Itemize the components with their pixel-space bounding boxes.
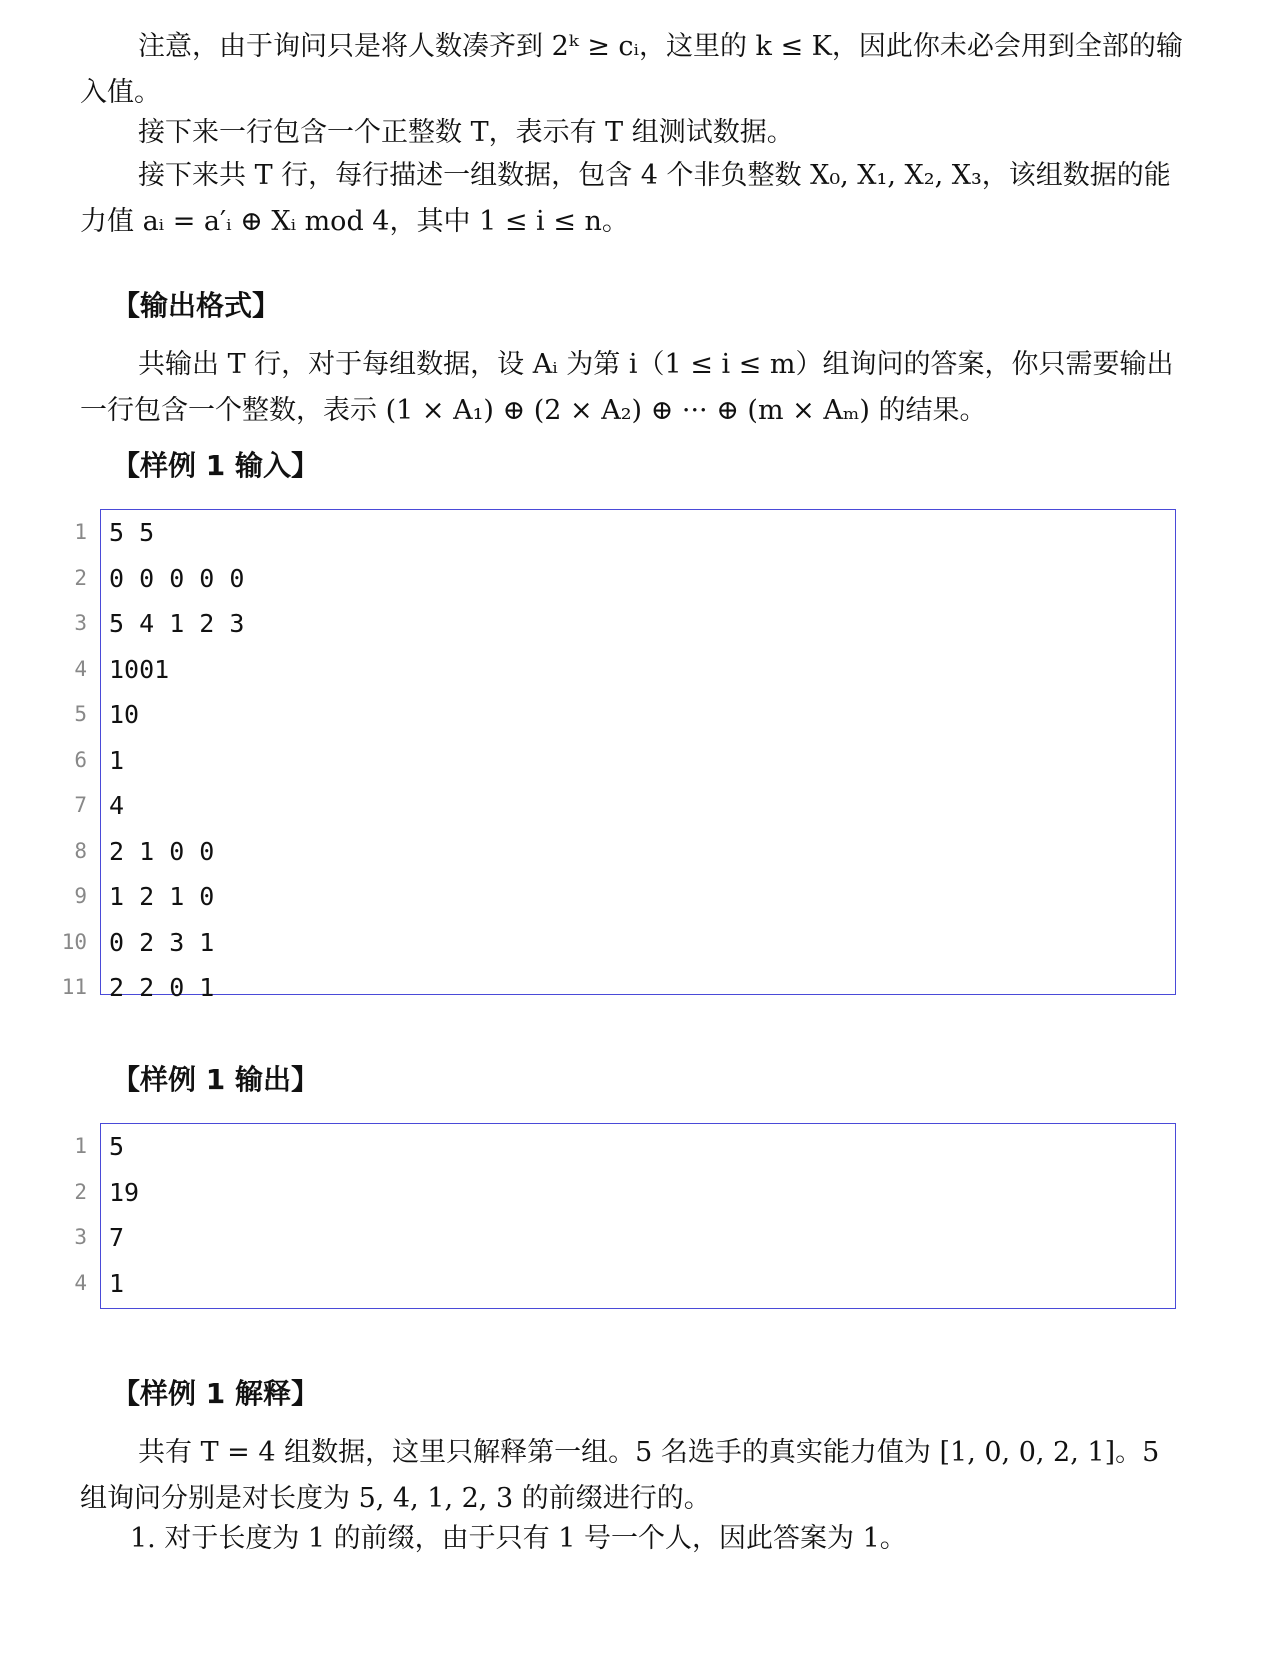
code-text: 19 (109, 1177, 140, 1207)
sample-explain-paragraph: 共有 T = 4 组数据，这里只解释第一组。5 名选手的真实能力值为 [1, 0, 0, 2, 1]。5 组询问分别是对长度为 5, 4, 1, 2, 3 的前缀进行的。 (80, 1437, 1160, 1514)
line-number: 3 (74, 611, 87, 635)
line-number: 10 (61, 929, 87, 954)
line-number: 4 (74, 1270, 87, 1295)
line-number: 1 (74, 520, 87, 544)
sample-output-line (74, 1124, 1175, 1170)
sample-output-line (74, 1261, 1175, 1307)
sample-input-line (74, 556, 1175, 602)
sample-input-heading: 【样例 1 输入】 (112, 449, 319, 482)
sample-output-line (74, 1215, 1175, 1261)
line-number: 2 (74, 565, 87, 590)
sample-input-line (74, 874, 1175, 920)
code-text: 1 2 1 0 (109, 882, 215, 911)
code-text: 5 5 (109, 518, 155, 547)
sample-input-line (61, 965, 1175, 1011)
input-note-paragraph: 注意，由于询问只是将人数凑齐到 2ᵏ ≥ cᵢ，这里的 k ≤ K，因此你未必会用到全部的输入值。 (80, 31, 1183, 108)
explain-list-item: 1. 对于长度为 1 的前缀，由于只有 1 号一个人，因此答案为 1。 (130, 1523, 907, 1554)
code-text: 2 2 0 1 (109, 973, 215, 1002)
output-format-heading: 【输出格式】 (112, 289, 281, 322)
code-text: 1 (109, 1268, 125, 1298)
line-number: 3 (74, 1225, 87, 1249)
code-text: 4 (109, 791, 125, 820)
code-text: 0 2 3 1 (109, 927, 215, 957)
code-text: 10 (109, 700, 140, 729)
sample-input-line (74, 510, 1175, 556)
line-number: 5 (74, 702, 87, 726)
sample-output-code-block (74, 1123, 1176, 1309)
sample-explain-heading: 【样例 1 解释】 (112, 1377, 319, 1410)
line-number: 9 (74, 884, 87, 908)
line-number: 11 (61, 975, 87, 999)
code-text: 7 (109, 1223, 125, 1252)
output-format-paragraph: 共输出 T 行，对于每组数据，设 Aᵢ 为第 i（1 ≤ i ≤ m）组询问的答案，你只需要输出一行包含一个整数，表示 (1 × A₁) ⊕ (2 × A₂) ⊕ ··· ⊕ (m × Aₘ) 的结果。 (80, 349, 1174, 426)
sample-input-code-block (61, 509, 1176, 1002)
sample-output-heading: 【样例 1 输出】 (112, 1063, 319, 1096)
code-text: 0 0 0 0 0 (109, 563, 245, 593)
code-text: 1 (109, 745, 125, 775)
line-number: 2 (74, 1179, 87, 1204)
sample-input-line (74, 738, 1175, 784)
sample-input-line (74, 692, 1175, 738)
line-number: 4 (74, 656, 87, 681)
line-number: 8 (74, 838, 87, 863)
code-text: 1001 (109, 654, 170, 684)
test-data-paragraph: 接下来共 T 行，每行描述一组数据，包含 4 个非负整数 X₀, X₁, X₂, X₃，该组数据的能力值 aᵢ = a′ᵢ ⊕ Xᵢ mod 4，其中 1 ≤ i ≤ n。 (80, 160, 1171, 237)
line-number: 6 (74, 747, 87, 772)
sample-output-line (74, 1170, 1175, 1216)
sample-input-line (74, 783, 1175, 829)
code-text: 5 (109, 1132, 125, 1161)
code-text: 5 4 1 2 3 (109, 609, 245, 638)
test-count-paragraph: 接下来一行包含一个正整数 T，表示有 T 组测试数据。 (138, 117, 794, 148)
sample-input-line (74, 829, 1175, 875)
sample-input-line (74, 647, 1175, 693)
sample-input-line (61, 920, 1175, 966)
line-number: 1 (74, 1134, 87, 1158)
sample-input-line (74, 601, 1175, 647)
code-text: 2 1 0 0 (109, 836, 215, 866)
line-number: 7 (74, 793, 87, 817)
